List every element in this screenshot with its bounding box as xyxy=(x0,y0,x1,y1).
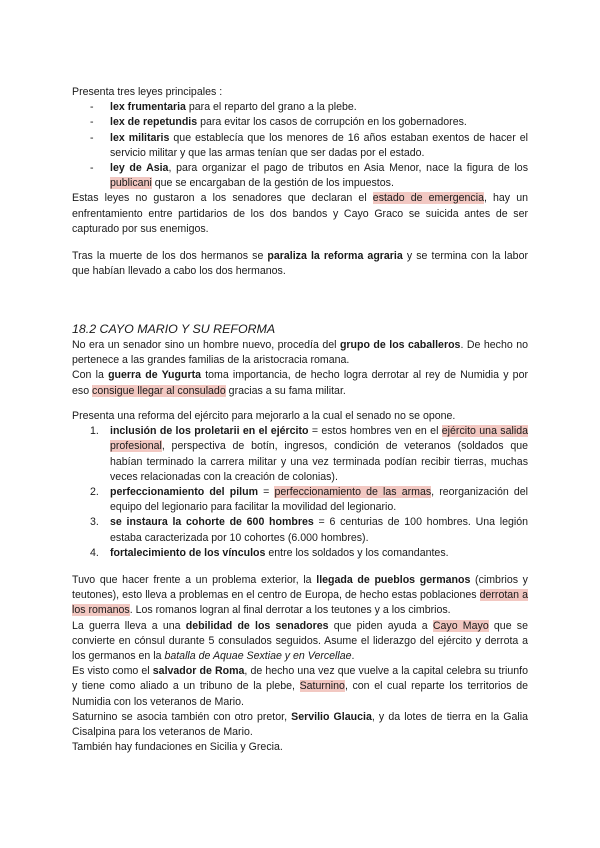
highlight: Cayo Mayo xyxy=(432,619,489,632)
list-item: - ley de Asia, para organizar el pago de tributos en Asia Menor, nace la figura de los publicani que se encargaban de la gestión de los impuestos. xyxy=(72,161,528,191)
paragraph-brothers-death: Tras la muerte de los dos hermanos se paraliza la reforma agraria y se termina con la labor que habían llevado a cabo los dos hermanos. xyxy=(72,250,528,278)
highlight: perfeccionamiento de las armas xyxy=(274,486,432,499)
germans-section xyxy=(72,573,528,755)
highlight: derrotan a los romanos xyxy=(72,589,528,617)
highlight: publicani xyxy=(110,177,152,190)
mario-section xyxy=(72,338,528,399)
paragraph-yugurta: Con la guerra de Yugurta toma importancia, de hecho logra derrotar al rey de Numidia y por eso consigue llegar al consulado gracias a su fama militar. xyxy=(72,369,528,397)
laws-intro: Presenta tres leyes principales : xyxy=(72,86,223,98)
list-item: 4. fortalecimiento de los vínculos entre los soldados y los comandantes. xyxy=(90,546,449,559)
reform-section xyxy=(72,409,528,561)
highlight: Saturnino xyxy=(299,680,345,693)
paragraph-saturnino: Saturnino se asocia también con otro pretor, Servilio Glaucia, y da lotes de tierra en la Galia Cisalpina para los veteranos de Mario. xyxy=(72,710,528,739)
reforms-list xyxy=(72,424,528,561)
section-heading: 18.2 CAYO MARIO Y SU REFORMA xyxy=(72,322,276,336)
highlight: ejército una salida profesional xyxy=(110,425,528,453)
laws-section xyxy=(72,85,528,237)
paragraph-germans: Tuvo que hacer frente a un problema exterior, la llegada de pueblos germanos (cimbrios y teutones), esto lleva a problemas en el centro de Europa, de hecho estas poblaciones derrotan a los romanos. Los romanos logran al final derrotar a los teutones y a los cimbrios. xyxy=(72,574,528,617)
highlight: consigue llegar al consulado xyxy=(92,384,226,397)
list-item: - lex militaris que establecía que los menores de 16 años estaban exentos de hacer el servicio militar y que las armas tenían que ser dadas por el estado. xyxy=(72,131,528,161)
list-item: 1. inclusión de los proletarii en el ejército = estos hombres ven en el ejército una salida profesional, perspectiva de botín, ingresos, condición de veteranos (soldados que habían terminado la carrera militar y una vez terminada podían recibir tierras, muchas veces relacionadas con la creación de colonias). xyxy=(90,425,528,483)
paragraph-emergency: Estas leyes no gustaron a los senadores que declaran el estado de emergencia, hay un enfrentamiento entre partidarios de los dos bandos y Cayo Graco se suicida antes de ser capturado por sus enemigos. xyxy=(72,192,528,235)
list-item: 2. perfeccionamiento del pilum = perfeccionamiento de las armas, reorganización del equipo del legionario para facilitar la movilidad del legionario. xyxy=(90,486,528,514)
paragraph-war: La guerra lleva a una debilidad de los senadores que piden ayuda a Cayo Mayo que se convierte en cónsul durante 5 consulados seguidos. Asume el liderazgo del ejército y derrota a los germanos en la batalla de Aquae Sextiae y en Vercellae. xyxy=(72,619,528,663)
list-item: 3. se instaura la cohorte de 600 hombres = 6 centurias de 100 hombres. Una legión estaba caracterizada por 10 cohortes (6.000 hombres). xyxy=(90,516,528,544)
list-item: - lex de repetundis para evitar los casos de corrupción en los gobernadores. xyxy=(72,115,528,130)
paragraph-savior: Es visto como el salvador de Roma, de hecho una vez que vuelve a la capital celebra su triunfo y tiene como aliado a un tribuno de la plebe, Saturnino, con el cual reparte los territorios de Numidia con los veteranos de Mario. xyxy=(72,665,528,708)
paragraph-origin: No era un senador sino un hombre nuevo, procedía del grupo de los caballeros. De hecho no pertenece a las grandes familias de la aristocracia romana. xyxy=(72,339,528,367)
paragraph-reform-intro: Presenta una reforma del ejército para mejorarlo a la cual el senado no se opone. xyxy=(72,410,456,422)
highlight: estado de emergencia xyxy=(372,192,484,205)
laws-list xyxy=(72,100,528,191)
paragraph-foundations: También hay fundaciones en Sicilia y Grecia. xyxy=(72,741,283,754)
list-item: - lex frumentaria para el reparto del grano a la plebe. xyxy=(72,100,528,115)
